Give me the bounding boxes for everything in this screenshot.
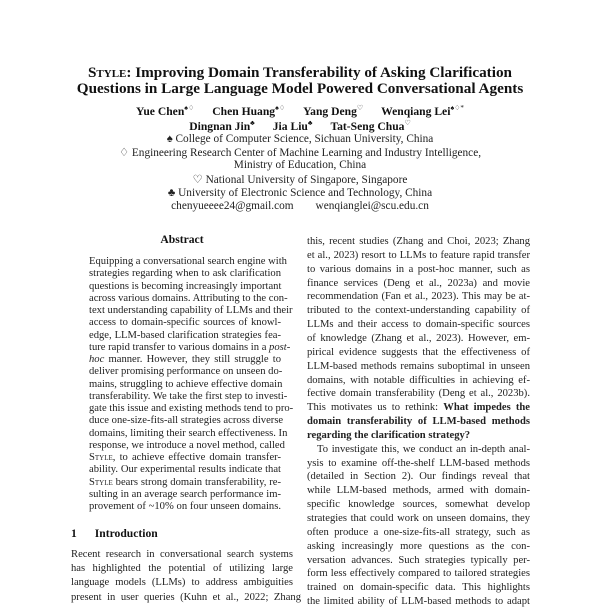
emails (0, 200, 600, 212)
author-affiliation-marks: ♠♢* (450, 104, 464, 112)
text-line: across various domains. Attributing to the con- (89, 292, 288, 304)
research-question: What impedes the (443, 402, 530, 414)
text-line: ysis to examine off-the-shelf LLM-based methods (307, 457, 530, 469)
text-line: Recent research in conversational search systems (71, 549, 293, 560)
text-line: ture rapid transfer to various domains in a post- (89, 341, 291, 353)
author-name: Jia Liu (272, 119, 308, 133)
author (330, 120, 410, 133)
text-line: access to domain-specific sources of knowl- (89, 317, 281, 329)
text-line: Style, to achieve effective domain transfer- (89, 452, 281, 463)
text-line: to various domains in a post-hoc manner, such as (307, 263, 530, 275)
text-line: hoc manner. However, they still struggle to (89, 354, 281, 365)
text-line: often produce a one-size-fits-all strategy, such as (307, 526, 530, 538)
text-line: duce one-size-fits-all strategies across diverse (89, 415, 284, 427)
text-line: This motivates us to rethink: What impedes the (307, 402, 530, 414)
author-name: Dingnan Jin (189, 119, 251, 133)
text-line: pirical evidence suggests that the effectiveness of (307, 346, 530, 358)
author-name: Yue Chen (136, 104, 185, 118)
text-line: mains, struggling to achieve effective domain (89, 378, 283, 390)
text-line: (detailed in Section 2). Our findings reveal that (307, 471, 530, 483)
text-line: the limited ability of LLM-based methods to adapt (307, 596, 530, 607)
affiliation: Ministry of Education, China (233, 159, 367, 171)
author-affiliation-marks: ♣ (250, 119, 255, 127)
author-row-1 (0, 104, 600, 118)
abstract-heading: Abstract (160, 233, 204, 246)
author (189, 120, 255, 133)
text-line: regarding the clarification strategy? (307, 429, 471, 441)
author (136, 105, 194, 118)
text-line: versation advances. Such strategies typically per- (307, 554, 530, 566)
affiliation: ♢ Engineering Research Center of Machine Learning and Industry Intelligence, (118, 147, 482, 159)
text-line: sulting in an average search performance im- (89, 488, 281, 500)
text-line: present in user queries (Kuhn et al., 2022; Zhang (71, 591, 301, 603)
author-row-2 (0, 119, 600, 133)
text-line: response, we introduce a novel method, called (89, 439, 285, 451)
text-line: finance services (Deng et al., 2023a) and movie (307, 277, 530, 289)
text-line: this, recent studies (Zhang and Choi, 2023; Zhang (307, 236, 530, 247)
system-name: Style (87, 64, 127, 81)
title-rest: : Improving Domain Transferability of Asking Clarification (126, 64, 513, 81)
text-line: form less effectively compared to tailored strategies (307, 568, 530, 580)
text-line: asking increasingly more questions as the con- (307, 540, 530, 552)
email: chenyueeee24@gmail.com (171, 200, 294, 212)
author-name: Tat-Seng Chua (330, 119, 405, 133)
author-affiliation-marks: ♡ (356, 104, 364, 112)
text-line: strategies that could work on unseen domains, they (307, 513, 530, 524)
author (381, 105, 464, 118)
text-line: text understanding capability of LLMs and their (89, 305, 293, 316)
text-line: fective domain transferability (Deng et al., 2023b). (307, 388, 530, 400)
text-line: while LLM-based methods, armed with domain- (307, 485, 530, 497)
author-affiliation-marks: ♣ (307, 119, 313, 127)
text-line: recommendation (Fan et al., 2023). This may be at- (307, 291, 530, 303)
author-name: Chen Huang (212, 104, 276, 118)
text-line: To investigate this, we conduct an in-depth anal- (317, 443, 530, 455)
affiliation: ♡ National University of Singapore, Singapore (192, 174, 408, 186)
section-heading-introduction (71, 527, 158, 540)
text-line: trained on domain-specific data. This highlights (307, 582, 530, 594)
title-line-2: Questions in Large Language Model Powered Conversational Agents (76, 80, 524, 97)
text-line: tributed to the context-understanding capability of (307, 305, 530, 317)
affiliation: ♠ College of Computer Science, Sichuan University, China (166, 133, 434, 145)
text-line: Equipping a conversational search engine with (89, 256, 287, 267)
text-line: LLMs and their access to domain-specific sources (307, 319, 530, 331)
affiliation: ♣ University of Electronic Science and Technology, China (167, 187, 433, 199)
author-name: Yang Deng (303, 104, 357, 118)
text-line: specific knowledge sources, somewhat develop (307, 499, 530, 511)
author (273, 120, 313, 133)
text-line: gate this issue and existing methods tend to pro- (89, 403, 294, 414)
author (212, 105, 285, 118)
text-line: questions is becoming increasingly important (89, 280, 282, 292)
text-line: of knowledge (Zhang et al., 2023). However, em- (307, 332, 530, 344)
text-line: provement of ~10% on four unseen domains. (89, 501, 281, 512)
text-line: strategies regarding when to ask clarification (89, 268, 281, 280)
author-affiliation-marks: ♡ (404, 119, 411, 127)
text-line: domains, with notable difficulties in achieving ef- (307, 374, 530, 386)
author-affiliation-marks: ♠♢ (184, 104, 195, 112)
text-line: language models (LLMs) to address ambiguities (71, 577, 293, 589)
text-line: ability. Our experimental results indicate that (89, 464, 281, 476)
section-title: Introduction (94, 527, 158, 540)
text-line: has highlighted the potential of utilizing large (71, 563, 293, 575)
text-line: deliver promising performance on unseen do- (89, 366, 283, 378)
author-affiliation-marks: ♠♢ (275, 104, 286, 112)
section-number: 1 (71, 527, 77, 540)
text-line: transferability. We take the first step to investi- (89, 390, 288, 402)
author (303, 105, 363, 118)
text-line: et al., 2023) resort to LLMs to feature rapid transfer (307, 249, 530, 261)
text-line: edge, LLM-based clarification strategies fea- (89, 329, 281, 341)
author-name: Wenqiang Lei (381, 104, 451, 118)
text-line: domains, limiting their search effectiveness. In (89, 427, 288, 439)
text-line: LLM-based methods remains suboptimal in unseen (307, 360, 530, 372)
text-line: domain transferability of LLM-based methods (307, 416, 530, 428)
email: wenqianglei@scu.edu.cn (315, 200, 429, 212)
text-line: Style bears strong domain transferability, re- (89, 476, 281, 488)
